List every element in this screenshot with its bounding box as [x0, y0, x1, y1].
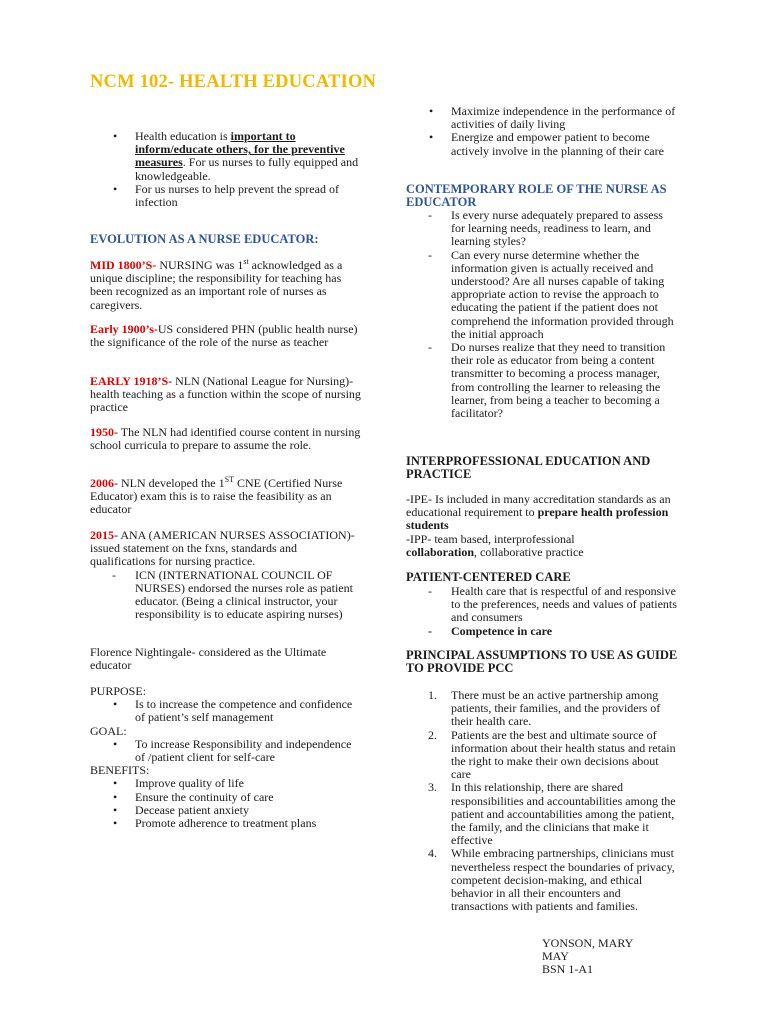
goal-list: [90, 738, 362, 764]
evolution-entry-1918: EARLY 1918’S- NLN (National League for Nursing)- health teaching as a function within the scope of nursing practice: [90, 374, 361, 415]
author-name-line-1: YONSON, MARY: [542, 936, 634, 950]
list-item: - Can every nurse determine whether the information given is actually received and understood? Are all nurses capable of taking appropriate action to revise the approach to educating the patient if the patient does not comprehend the information provided through the initial approach: [406, 249, 678, 341]
list-item: - Do nurses realize that they need to transition their role as educator from being a content transmitter to becoming a process manager, from controlling the learner to releasing the learner, from being a teacher to becoming a facilitator?: [406, 341, 678, 420]
principal-list: [406, 689, 678, 913]
author-name-line-2: MAY: [542, 949, 569, 963]
purpose-label: PURPOSE:: [90, 684, 147, 698]
list-item: - Competence in care: [406, 625, 678, 638]
ipp-text: -IPP- team based, interprofessional collaboration, collaborative practice: [406, 531, 584, 559]
benefits-continued-list: [406, 105, 678, 158]
ipe-text: -IPE- Is included in many accreditation standards as an educational requirement to prepare health profession students: [406, 492, 671, 533]
evolution-heading: EVOLUTION AS A NURSE EDUCATOR:: [90, 232, 319, 246]
evolution-entry-1900s: Early 1900’s-US considered PHN (public health nurse) the significance of the role of the nurse as teacher: [90, 322, 358, 350]
evolution-entry-1950: 1950- The NLN had identified course content in nursing school curricula to prepare to assume the role.: [90, 425, 361, 453]
benefits-list: [90, 777, 362, 830]
list-item: • Ensure the continuity of care: [90, 791, 362, 804]
goal-label: GOAL:: [90, 723, 127, 738]
list-item: • Decease patient anxiety: [90, 804, 362, 817]
principal-heading: PRINCIPAL ASSUMPTIONS TO USE AS GUIDE TO PROVIDE PCC: [406, 648, 678, 676]
list-item: • Is to increase the competence and confidence of patient’s self management: [90, 698, 362, 724]
list-item: 4. While embracing partnerships, clinicians must nevertheless respect the boundaries of privacy, competent decision-making, and ethical behavior in all their encounters and transactions with patients and families.: [428, 846, 675, 914]
ipe-section: [406, 493, 678, 559]
list-item: • Promote adherence to treatment plans: [90, 817, 362, 830]
evolution-entry-2015: 2015- ANA (AMERICAN NURSES ASSOCIATION)- issued statement on the fxns, standards and qualifications for nursing practice. - ICN (INTERNATIONAL COUNCIL OF NURSES) endorsed the nurses role as patient educator. (Being a clinical instructor, your responsibility is to educate aspiring nurses): [90, 529, 362, 621]
author-signature: [542, 937, 633, 976]
intro-list: [90, 130, 362, 209]
evolution-entry-2006: 2006- NLN developed the 1ST CNE (Certified Nurse Educator) exam this is to raise the feasibility as an educator: [90, 475, 343, 517]
pcc-list: [406, 585, 678, 638]
list-item: • Improve quality of life: [90, 777, 362, 790]
pcc-heading: PATIENT-CENTERED CARE: [406, 570, 571, 584]
list-item: - Health care that is respectful of and responsive to the preferences, needs and values of patients and consumers: [406, 585, 678, 625]
list-item: • Maximize independence in the performance of activities of daily living: [406, 105, 678, 131]
nightingale-note: Florence Nightingale- considered as the Ultimate educator: [90, 645, 327, 673]
intro-emphasis: important to inform/educate others, for the preventive measures: [135, 129, 345, 170]
author-section: BSN 1-A1: [542, 962, 594, 976]
contemporary-list: [406, 209, 678, 420]
benefits-label: BENEFITS:: [90, 763, 150, 778]
purpose-list: [90, 698, 362, 724]
purpose-goal-benefits: [90, 685, 362, 830]
contemporary-heading: CONTEMPORARY ROLE OF THE NURSE AS EDUCATOR: [406, 182, 667, 210]
intro-item-2: • For us nurses to help prevent the spread of infection: [90, 183, 362, 209]
list-item: 1. There must be an active partnership among patients, their families, and the providers of their health care.: [428, 688, 661, 729]
icn-item: - ICN (INTERNATIONAL COUNCIL OF NURSES) endorsed the nurses role as patient educator. (Being a clinical instructor, your responsibility is to educate aspiring nurses): [90, 569, 362, 622]
list-item: 2. Patients are the best and ultimate source of information about their health status and retain the right to make their own decisions about care: [428, 727, 676, 782]
list-item: • To increase Responsibility and independence of /patient client for self-care: [90, 738, 362, 764]
evolution-2015-sublist: [90, 569, 362, 622]
list-item: - Is every nurse adequately prepared to assess for learning needs, readiness to learn, and learning styles?: [406, 209, 678, 249]
intro-item-1: • Health education is important to inform/educate others, for the preventive measures. For us nurses to fully equipped and knowledgeable.: [90, 130, 362, 183]
list-item: 3. In this relationship, there are shared responsibilities and accountabilities among the patient and accountabilities among the patient, the family, and the clinicians that make it effective: [428, 780, 676, 848]
ipe-heading: INTERPROFESSIONAL EDUCATION AND PRACTICE: [406, 454, 651, 482]
evolution-entry-1800s: MID 1800’S- NURSING was 1st acknowledged as a unique discipline; the responsibility for teaching has been recognized as an important role of nurses as caregivers.: [90, 257, 343, 312]
document-title: NCM 102- HEALTH EDUCATION: [90, 72, 377, 92]
list-item: • Energize and empower patient to become actively involve in the planning of their care: [406, 131, 678, 157]
